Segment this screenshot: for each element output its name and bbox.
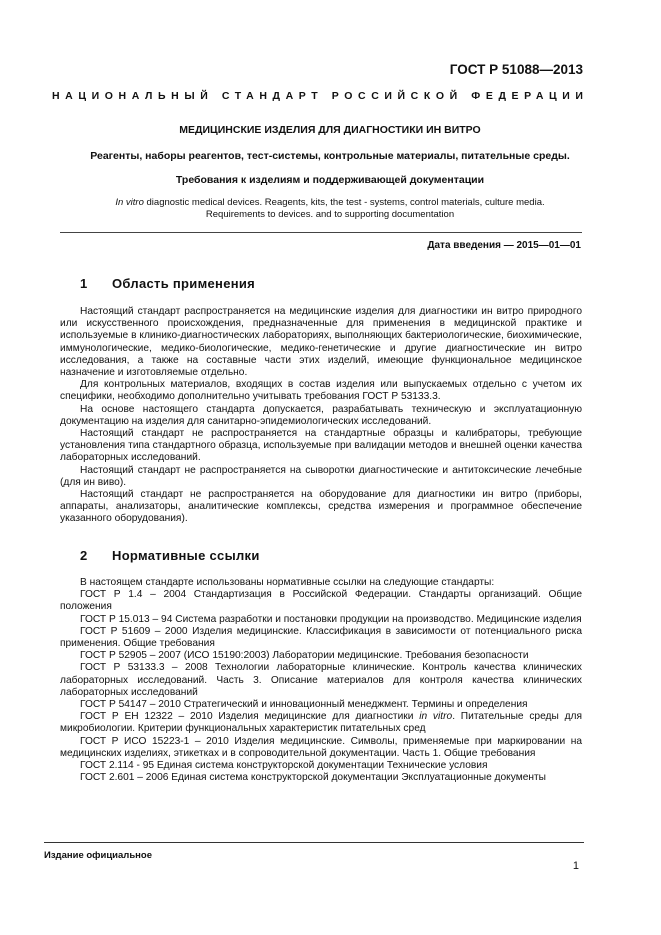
document-subtitle-1: Реагенты, наборы реагентов, тест-системы, контрольные материалы, питательные среды. (90, 150, 570, 162)
footer-divider (44, 842, 584, 843)
paragraph: Настоящий стандарт не распространяется на оборудование для диагностики ин витро (приборы, аппараты, анализаторы, аналитические комплексы, средства измерения и программное обеспечение указанного оборудования). (60, 489, 582, 525)
reference-item (60, 711, 582, 735)
reference-text: ГОСТ Р ЕН 12322 – 2010 Изделия медицинские для диагностики (80, 711, 420, 723)
section-2-number: 2 (80, 548, 88, 563)
document-subtitle-2: Требования к изделиям и поддерживающей документации (175, 174, 485, 186)
section-2-title: Нормативные ссылки (112, 548, 260, 563)
national-standard-banner: НАЦИОНАЛЬНЫЙ СТАНДАРТ РОССИЙСКОЙ ФЕДЕРАЦИИ (52, 90, 589, 102)
reference-text: . Питательные среды для микробиологии. Критерии функциональных характеристик питательных сред (60, 711, 582, 735)
official-edition-label: Издание официальное (44, 850, 152, 861)
reference-item: ГОСТ 2.601 – 2006 Единая система конструкторской документации Эксплуатационные документы (80, 772, 547, 784)
english-title-italic: In vitro (115, 197, 144, 208)
section-1-title: Область применения (112, 276, 256, 291)
section-1-heading (80, 276, 255, 291)
reference-item: ГОСТ Р 53133.3 – 2008 Технологии лабораторные клинические. Контроль качества клинических лабораторных исследований. Часть 3. Описание материалов для контроля качества клинических лабораторных исследований (60, 662, 582, 698)
paragraph: Настоящий стандарт не распространяется на сыворотки диагностические и антитоксические лечебные (для ин виво). (60, 464, 582, 488)
introduction-date: Дата введения — 2015—01—01 (427, 240, 581, 251)
page-number: 1 (572, 860, 579, 872)
section-1-number: 1 (80, 276, 88, 291)
section-1-body (60, 306, 582, 526)
reference-item: ГОСТ Р 1.4 – 2004 Стандартизация в Российской Федерации. Стандарты организаций. Общие положения (60, 589, 582, 613)
english-title-line2: Requirements to devices. and to supporting documentation (205, 209, 455, 220)
paragraph: Настоящий стандарт распространяется на медицинские изделия для диагностики ин витро природного или искусственного происхождения, предназначенные для применения в медицинской практике и используемые в клинико-диагностических лабораториях, выполняющих бактериологические, биохимические, иммунологические, медико-биологические, медико-генетические и другие диагностические ин витро исследования, а также на составные части этих изделий, имеющие функциональное медицинское назначение и изготовляемые отдельно. (60, 306, 582, 379)
section-2-body (60, 577, 582, 784)
document-title: МЕДИЦИНСКИЕ ИЗДЕЛИЯ ДЛЯ ДИАГНОСТИКИ ИН ВИТРО (179, 124, 481, 136)
paragraph: Для контрольных материалов, входящих в состав изделия или выпускаемых отдельно с учетом их специфики, необходимо дополнительно учитывать требования ГОСТ Р 53133.3. (60, 379, 582, 403)
reference-italic: in vitro (419, 711, 453, 723)
title-divider (60, 232, 582, 233)
english-title-line1: diagnostic medical devices. Reagents, kits, the test - systems, control materials, culture media. (143, 197, 545, 208)
english-title (50, 197, 610, 221)
reference-item: ГОСТ Р 52905 – 2007 (ИСО 15190:2003) Лаборатории медицинские. Требования безопасности (80, 650, 529, 662)
section-2-heading (80, 548, 260, 563)
reference-item: ГОСТ 2.114 - 95 Единая система конструкторской документации Технические условия (80, 760, 488, 772)
references-intro: В настоящем стандарте использованы нормативные ссылки на следующие стандарты: (80, 577, 495, 588)
standard-number: ГОСТ Р 51088—2013 (449, 62, 583, 77)
reference-item: ГОСТ Р 54147 – 2010 Стратегический и инновационный менеджмент. Термины и определения (80, 699, 528, 711)
reference-item: ГОСТ Р 51609 – 2000 Изделия медицинские. Классификация в зависимости от потенциального риска применения. Общие требования (60, 625, 582, 650)
paragraph: Настоящий стандарт не распространяется на стандартные образцы и калибраторы, требующие установления типа стандартного образца, используемые при валидации методов и внешней оценки качества лабораторных исследований. (60, 428, 582, 464)
paragraph: На основе настоящего стандарта допускается, разрабатывать техническую и эксплуатационную документацию на изделия для санитарно-эпидемиологических исследований. (60, 403, 582, 427)
reference-item: ГОСТ Р 15.013 – 94 Система разработки и постановки продукции на производство. Медицинские изделия (80, 613, 582, 625)
reference-item: ГОСТ Р ИСО 15223-1 – 2010 Изделия медицинские. Символы, применяемые при маркировании на медицинских изделиях, этикетках и в сопроводительной документации. Часть 1. Общие требования (60, 735, 582, 759)
